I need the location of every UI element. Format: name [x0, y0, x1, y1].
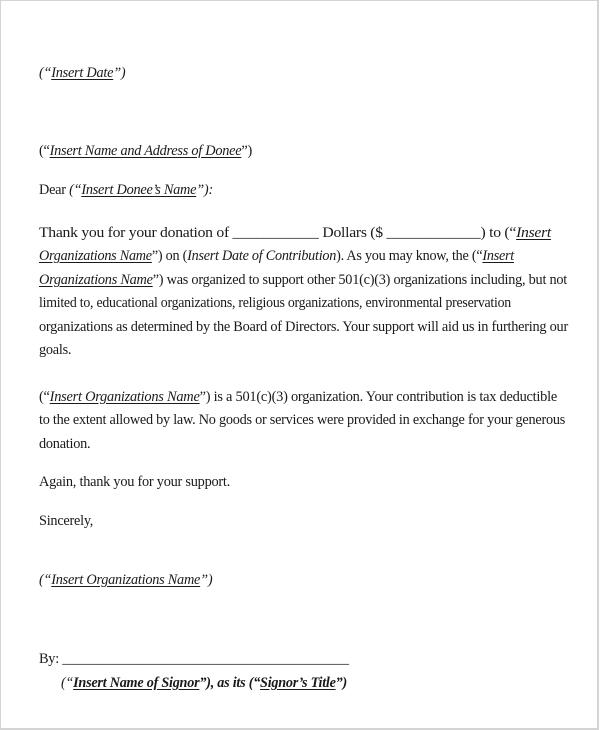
quote-open: (“	[39, 389, 50, 405]
org-name-field: Insert Organizations Name	[49, 389, 200, 405]
paragraph1-line3	[39, 271, 567, 289]
text: ). As you may know, the (“	[336, 248, 483, 264]
org-name-field-part: Insert	[482, 248, 514, 264]
text: Dollars ($	[318, 225, 387, 241]
paragraph2-line2: to the extent allowed by law. No goods or services were provided in exchange for your generous	[39, 412, 565, 428]
quote-open: (“	[61, 675, 74, 691]
paragraph1-line2	[39, 247, 514, 265]
text: ”) was organized to support other 501(c)(3) organizations including, but not	[152, 272, 567, 288]
signor-title-field: Signor’s Title	[260, 675, 336, 691]
org-name-field: Insert Organizations Name	[51, 572, 201, 588]
quote-open: (“	[39, 143, 50, 159]
recipient-line	[39, 142, 252, 160]
date-line	[39, 64, 125, 82]
salutation-line	[39, 181, 213, 199]
quote-open: (“	[39, 65, 52, 81]
paragraph1-line6: goals.	[39, 342, 72, 358]
donee-name-field: Insert Donee’s Name	[81, 182, 197, 198]
closing-thanks: Again, thank you for your support.	[39, 474, 231, 490]
paragraph1-line5: organizations as determined by the Board of Directors. Your support will aid us in furthering our	[39, 319, 568, 335]
quote-close: ”)	[241, 143, 252, 159]
org-name-field-part: Insert	[516, 225, 551, 241]
paragraph2-line1	[39, 388, 557, 406]
donation-amount-words-blank: ___________	[232, 225, 319, 241]
by-label: By:	[39, 651, 63, 667]
donation-amount-number-blank: ____________	[386, 225, 481, 241]
text: ) to (“	[480, 225, 517, 241]
quote-close: ”):	[196, 182, 213, 198]
sign-off: Sincerely,	[39, 513, 94, 529]
org-name-field-part: Organizations Name	[39, 272, 153, 288]
signor-name-field: Insert Name of Signor	[73, 675, 200, 691]
quote-close: ”)	[335, 675, 347, 691]
quote-close: ”)	[200, 572, 213, 588]
signor-mid-text: ”), as its (“	[199, 675, 261, 691]
quote-close: ”)	[113, 65, 126, 81]
signor-line	[61, 674, 347, 692]
paragraph2-line3: donation.	[39, 436, 91, 452]
paragraph1-line1	[39, 224, 551, 242]
org-signature-line	[39, 571, 212, 589]
text: ”) on (	[151, 248, 188, 264]
signature-blank: ________________________________________	[62, 651, 350, 667]
org-name-field-part: Organizations Name	[39, 248, 152, 264]
contribution-date-field: Insert Date of Contribution	[187, 248, 337, 264]
salutation-prefix: Dear	[39, 182, 70, 198]
donee-name-address-field: Insert Name and Address of Donee	[49, 143, 242, 159]
insert-date-field: Insert Date	[51, 65, 114, 81]
text: Thank you for your donation of	[39, 225, 233, 241]
quote-open: (“	[69, 182, 82, 198]
text: ”) is a 501(c)(3) organization. Your contribution is tax deductible	[199, 389, 558, 405]
quote-open: (“	[39, 572, 52, 588]
paragraph1-line4: limited to, educational organizations, religious organizations, environmental preservation	[39, 295, 511, 311]
by-line	[39, 650, 349, 668]
